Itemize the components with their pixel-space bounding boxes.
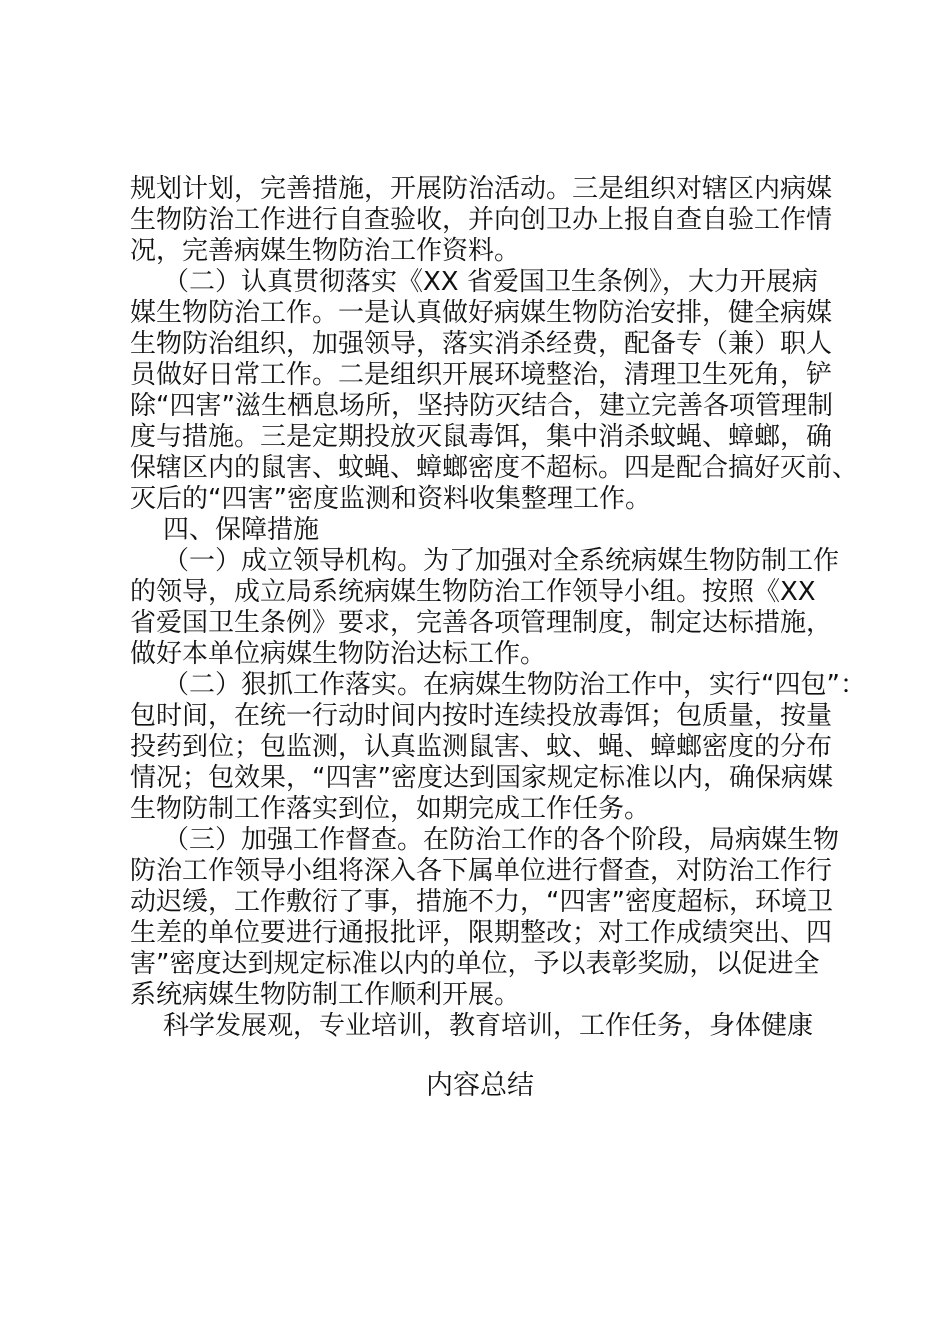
text-line: 害”密度达到规定标准以内的单位，予以表彰奖励，以促进全 [130,949,820,979]
summary-title: 内容总结 [426,1070,534,1101]
text-line: 系统病媒生物防制工作顺利开展。 [130,980,521,1010]
text-line: 包时间，在统一行动时间内按时连续投放毒饵；包质量，按量 [130,701,833,731]
text-line: 度与措施。三是定期投放灭鼠毒饵，集中消杀蚊蝇、蟑螂，确 [130,422,833,452]
text-line: 做好本单位病媒生物防治达标工作。 [130,639,547,669]
text-line: 的领导，成立局系统病媒生物防治工作领导小组。按照《XX [130,577,816,607]
text-line: 媒生物防治工作。一是认真做好病媒生物防治安排，健全病媒 [130,298,833,328]
text-line: 灭后的“四害”密度监测和资料收集整理工作。 [130,484,651,514]
text-line: 动迟缓，工作敷衍了事，措施不力，“四害”密度超标，环境卫 [130,887,833,917]
text-line: 生物防治工作进行自查验收，并向创卫办上报自查自验工作情 [130,205,833,235]
section-heading: 四、保障措施 [163,515,320,545]
text-line: （一）成立领导机构。为了加强对全系统病媒生物防制工作 [163,546,840,576]
text-line: 规划计划，完善措施，开展防治活动。三是组织对辖区内病媒 [130,174,833,204]
text-line: （二）狠抓工作落实。在病媒生物防治工作中，实行“四包”： [163,670,866,700]
text-line: 省爱国卫生条例》要求，完善各项管理制度，制定达标措施， [130,608,833,638]
text-line: （二）认真贯彻落实《XX 省爱国卫生条例》，大力开展病 [163,267,818,297]
text-line: 除“四害”滋生栖息场所，坚持防灭结合，建立完善各项管理制 [130,391,833,421]
text-line: 生差的单位要进行通报批评，限期整改；对工作成绩突出、四 [130,918,833,948]
text-line: 况，完善病媒生物防治工作资料。 [130,236,521,266]
text-line: 保辖区内的鼠害、蚊蝇、蟑螂密度不超标。四是配合搞好灭前、 [130,453,859,483]
text-line: 生物防制工作落实到位，如期完成工作任务。 [130,794,651,824]
text-line: 生物防治组织，加强领导，落实消杀经费，配备专（兼）职人 [130,329,833,359]
text-line: 防治工作领导小组将深入各下属单位进行督查，对防治工作行 [130,856,833,886]
text-line: 情况；包效果，“四害”密度达到国家规定标准以内，确保病媒 [130,763,833,793]
text-line: 员做好日常工作。二是组织开展环境整治，清理卫生死角，铲 [130,360,833,390]
text-line: （三）加强工作督查。在防治工作的各个阶段，局病媒生物 [163,825,840,855]
text-line: 投药到位；包监测，认真监测鼠害、蚊、蝇、蟑螂密度的分布 [130,732,833,762]
keywords-line: 科学发展观，专业培训，教育培训，工作任务，身体健康 [163,1011,814,1041]
document-body [130,174,866,1042]
